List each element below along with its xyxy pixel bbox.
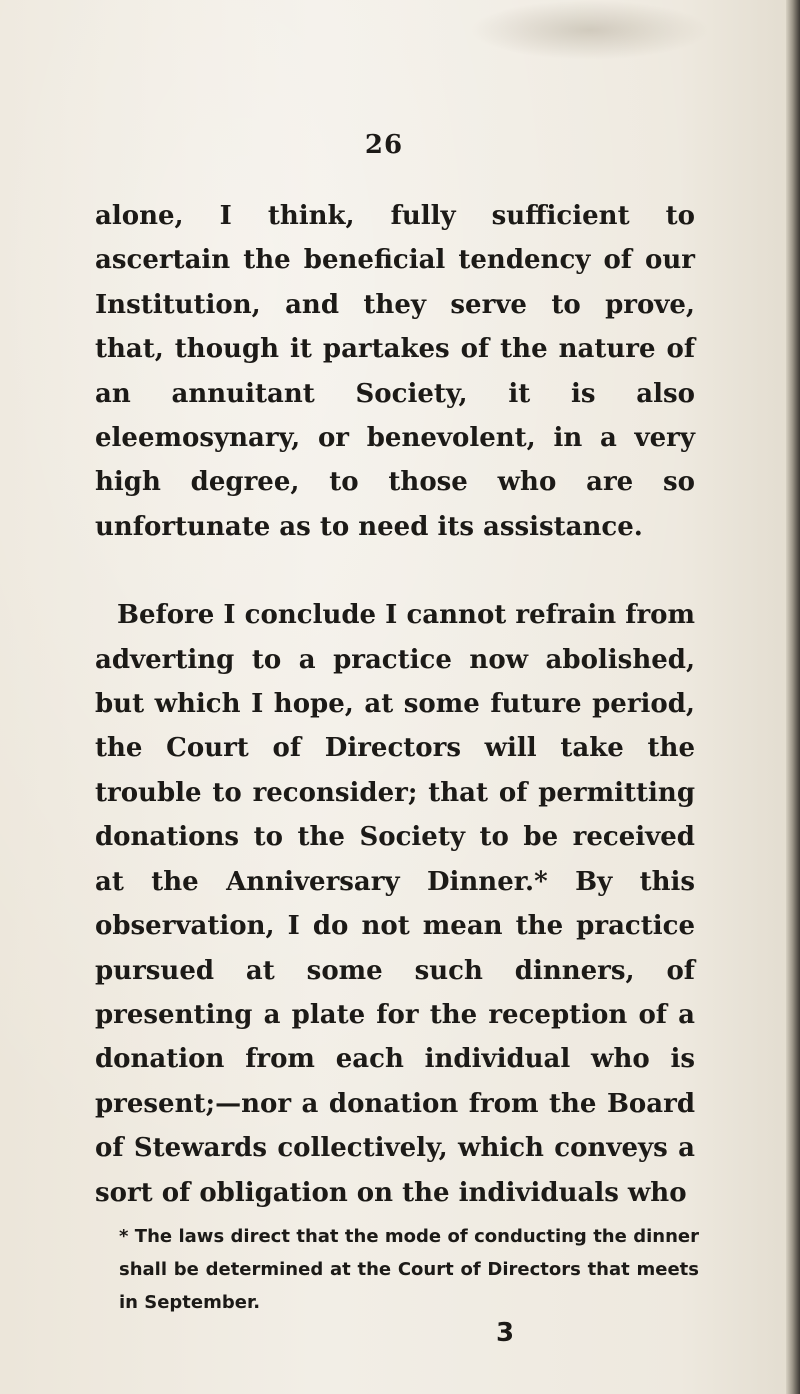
paragraph: Before I conclude I cannot refrain from adverting to a practice now abolished, but which I hope, at some future period, the Court of Directors will take the trouble to reconsider; that of permitting donations to the Society to be received at the Anniversary Dinner.* By this observation, I do not mean the practice pursued at some such dinners, of presenting a plate for the reception of a donation from each individual who is present;—nor a donation from the Board of Stewards collectively, which conveys a sort of obligation on the individuals who (95, 600, 695, 1208)
paragraph: alone, I think, fully sufficient to ascertain the beneficial tendency of our Institution, and they serve to prove, that, though it partakes of the nature of an annuitant Society, it is also eleemosynary, or benevolent, in a very high degree, to those who are so unfortunate as to need its assistance. (95, 201, 695, 542)
signature-mark: 3 (496, 1318, 515, 1348)
body-text (95, 194, 695, 1215)
paper-stain (470, 0, 710, 60)
page-number: 26 (364, 130, 404, 160)
footnote-text: * The laws direct that the mode of conducting the dinner shall be determined at the Court of Directors that meets in September. (119, 1226, 699, 1313)
footnote (95, 1220, 699, 1319)
page-edge-shadow (786, 0, 800, 1394)
